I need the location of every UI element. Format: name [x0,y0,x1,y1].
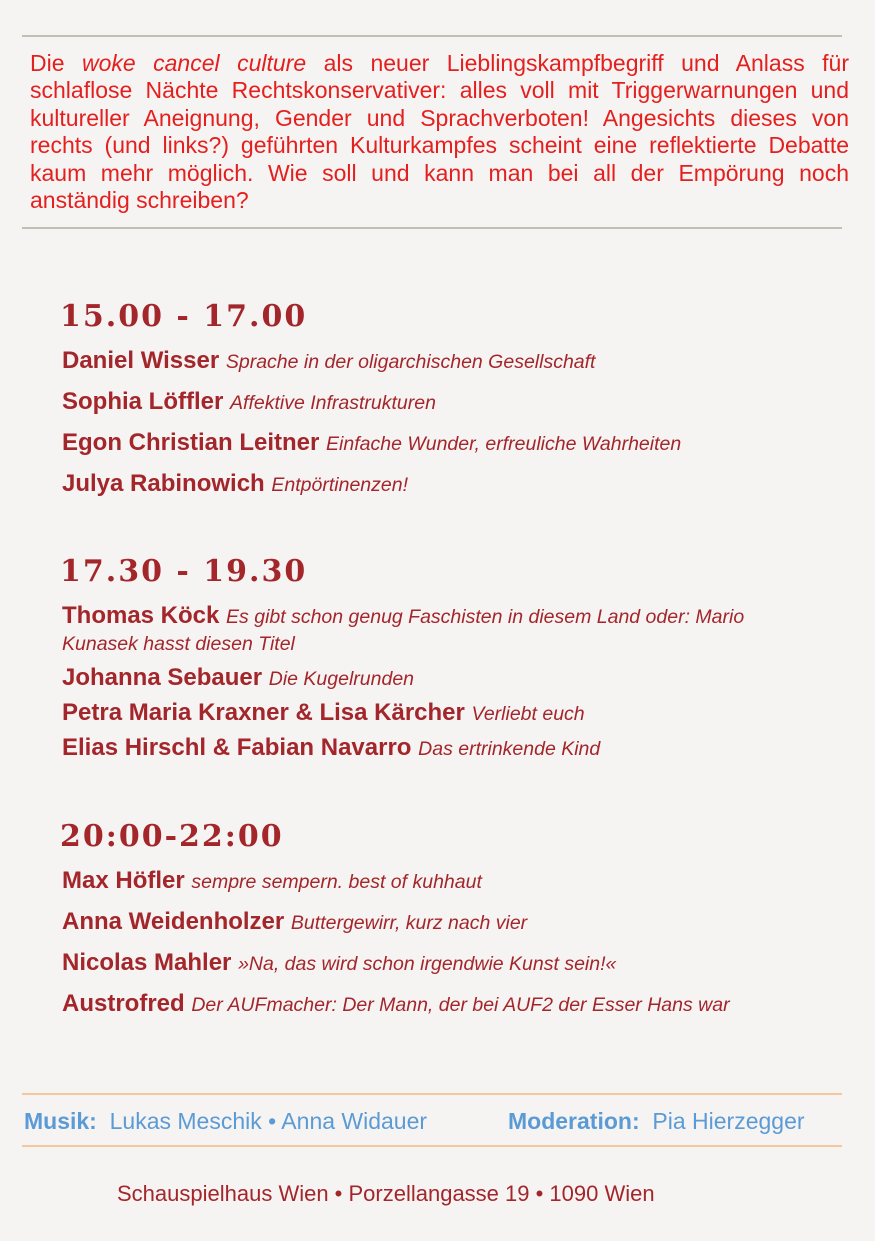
time-slot-3 [60,820,850,1032]
reading-title: Affektive Infrastrukturen [230,392,436,414]
author-name: Thomas Köck [62,602,220,629]
music-value: Lukas Meschik • Anna Widauer [109,1108,428,1134]
reading-title: sempre sempern. best of kuhhaut [191,871,482,893]
program-entry [62,348,850,375]
reading-title: Es gibt schon genug Faschisten in diesem Land oder: Mario Kunasek hasst diesen Titel [62,606,745,655]
program-entry [62,430,850,457]
top-divider [22,35,842,37]
author-name: Daniel Wisser [62,347,220,374]
author-name: Elias Hirschl & Fabian Navarro [62,734,412,761]
program-entry [62,909,850,936]
time-slot-1 [60,300,850,512]
program-entry [62,700,850,727]
author-name: Nicolas Mahler [62,949,232,976]
credits-line [24,1106,844,1136]
program-entry [62,868,850,895]
program-entry [62,735,850,762]
time-slot-heading: 15.00 - 17.00 [60,299,308,334]
program-entry [62,950,850,977]
author-name: Egon Christian Leitner [62,429,320,456]
reading-title: »Na, das wird schon irgendwie Kunst sein!« [238,953,617,975]
author-name: Max Höfler [62,867,185,894]
author-name: Johanna Sebauer [62,664,263,691]
author-name: Julya Rabinowich [62,470,265,497]
reading-title: Die Kugelrunden [268,668,415,690]
venue-address: Schauspielhaus Wien • Porzellangasse 19 • 1090 Wien [117,1181,655,1206]
program-entry [62,991,850,1018]
program-entry [62,389,850,416]
reading-title: Das ertrinkende Kind [418,738,601,760]
music-label: Musik: [24,1108,97,1134]
intro-emphasis: woke cancel culture [81,50,307,76]
author-name: Petra Maria Kraxner & Lisa Kärcher [62,699,465,726]
author-name: Sophia Löffler [62,388,224,415]
intro-bottom-divider [22,227,842,229]
moderation-credit [508,1106,805,1136]
program-entry [62,665,850,692]
credits-bottom-divider [22,1145,842,1147]
intro-text-rest: als neuer Lieblingskampfbegriff und Anlass für schlaflose Nächte Rechtskonservativer: alles voll mit Triggerwarnungen und kultureller Aneignung, Gender und Sprachverboten! Angesichts dieses von rechts (und links?) geführten Kulturkampfes scheint eine reflektierte Debatte kaum mehr möglich. Wie soll und kann man bei all der Empörung noch anständig schreiben? [30,50,850,214]
author-name: Austrofred [62,990,185,1017]
reading-title: Der AUFmacher: Der Mann, der bei AUF2 der Esser Hans war [191,994,730,1016]
reading-title: Einfache Wunder, erfreuliche Wahrheiten [326,433,682,455]
reading-title: Sprache in der oligarchischen Gesellschaft [225,351,596,373]
reading-title: Verliebt euch [471,703,585,725]
moderation-value: Pia Hierzegger [652,1108,805,1134]
credits-top-divider [22,1093,842,1095]
moderation-label: Moderation: [508,1108,640,1134]
music-credit [24,1108,427,1134]
program-entry [62,471,850,498]
reading-title: Buttergewirr, kurz nach vier [290,912,528,934]
time-slot-heading: 20:00-22:00 [60,819,284,854]
intro-text-start: Die [30,50,82,76]
program-entry [62,603,782,657]
author-name: Anna Weidenholzer [62,908,285,935]
reading-title: Entpörtinenzen! [271,474,408,496]
time-slot-heading: 17.30 - 19.30 [60,554,308,589]
intro-paragraph [30,50,849,214]
time-slot-2 [60,555,850,770]
